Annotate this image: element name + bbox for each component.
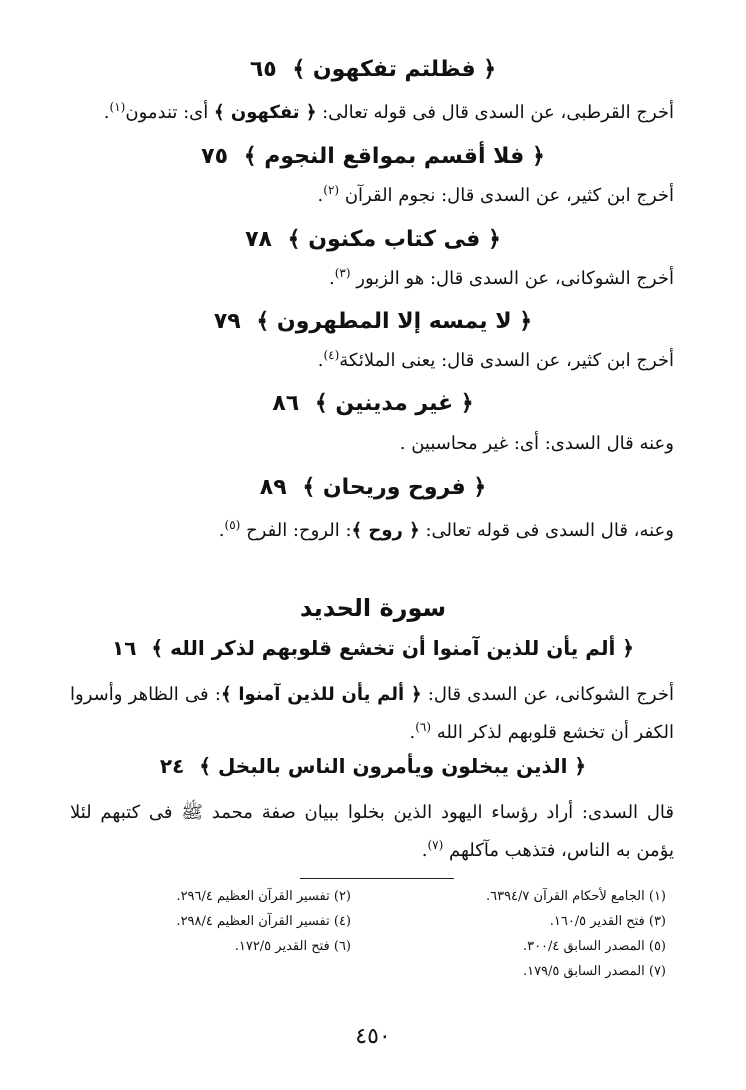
verse-text: ألم يأن للذين آمنوا أن تخشع قلوبهم لذكر الله [170,636,616,660]
commentary-paragraph: أخرج الشوكانى، عن السدى قال: ﴿ ألم يأن للذين آمنوا ﴾: فى الظاهر وأسروا الكفر أن تخشع قلوبهم لذكر الله $^{(٦)}$. [70,684,674,743]
verse-heading: ﴿ فلا أقسم بمواقع النجوم ﴾ ٧٥ [201,143,545,169]
commentary-line: أخرج ابن كثير، عن السدى قال: يعنى الملائكة$^{(٤)}$. [317,348,674,371]
verse-number: ٦٥ [249,57,277,82]
commentary-paragraph: قال السدى: أراد رؤساء اليهود الذين بخلوا ببيان صفة محمد ﷺ فى كتبهم لئلا يؤمن به الناس، فتذهب مآكلهم $^{(٧)}$. [70,802,675,861]
footnote-ref: (٧) [427,838,444,852]
footnote-ref: (٤) [323,348,340,362]
verse-text: فروح وريحان [322,475,466,500]
footnote: (٢) تفسير القرآن العظيم ٢٩٦/٤. [176,889,351,904]
footnote: (٥) المصدر السابق ٣٠٠/٤. [522,939,666,954]
footnote: (٦) فتح القدير ١٧٢/٥. [234,939,351,954]
footnote: (٣) فتح القدير ١٦٠/٥. [549,914,666,929]
verse-text: غير مدينين [335,391,454,416]
footnote-ref: (٦) [415,720,432,734]
commentary-line: أخرج القرطبى، عن السدى قال فى قوله تعالى: ﴿ تفكهون ﴾ أى: تندمون$^{(١)}$. [103,100,674,123]
verse-heading: ﴿ لا يمسه إلا المطهرون ﴾ ٧٩ [213,308,533,334]
commentary-line: وعنه، قال السدى فى قوله تعالى: ﴿ روح ﴾: الروح: الفرح $^{(٥)}$. [218,518,674,541]
footnote: (١) الجامع لأحكام القرآن ٦٣٩٤/٧. [485,889,666,904]
verse-heading: ﴿ الذين يبخلون ويأمرون الناس بالبخل ﴾ ٢٤ [159,754,587,778]
footnotes [66,886,666,982]
commentary-line: أخرج ابن كثير، عن السدى قال: نجوم القرآن $^{(٢)}$. [317,183,674,206]
verse-heading: ﴿ فروح وريحان ﴾ ٨٩ [259,474,487,500]
footnote-ref: (٥) [224,518,241,532]
quoted-term: روح [368,520,403,541]
verse-heading: ﴿ فظلتم تفكهون ﴾ ٦٥ [249,56,497,82]
verse-number: ٧٩ [213,309,241,334]
footnote-ref: (٢) [323,183,340,197]
verse-text: لا يمسه إلا المطهرون [276,309,512,334]
footnote: (٤) تفسير القرآن العظيم ٢٩٨/٤. [176,914,351,929]
footnote-ref: (١) [109,100,126,114]
verse-text: فى كتاب مكنون [308,227,481,252]
footnote-ref: (٣) [334,266,351,280]
verse-number: ٢٤ [159,754,185,778]
verse-number: ١٦ [112,636,137,660]
commentary-line: أخرج الشوكانى، عن السدى قال: هو الزبور $^{(٣)}$. [329,266,674,289]
verse-heading: ﴿ ألم يأن للذين آمنوا أن تخشع قلوبهم لذكر الله ﴾ ١٦ [112,636,634,660]
verse-heading: ﴿ غير مدينين ﴾ ٨٦ [272,390,474,416]
verse-text: فلا أقسم بمواقع النجوم [264,144,525,169]
surah-title: سورة الحديد [299,594,447,622]
verse-heading: ﴿ فى كتاب مكنون ﴾ ٧٨ [245,226,501,252]
verse-text: فظلتم تفكهون [312,57,476,82]
footnote-divider [300,878,454,879]
quoted-term: تفكهون [230,102,300,123]
verse-number: ٧٨ [245,227,272,252]
verse-number: ٨٩ [259,475,287,500]
quoted-term: ألم يأن للذين آمنوا [238,684,405,705]
commentary-line: وعنه قال السدى: أى: غير محاسبين . [399,433,674,454]
page-number: ٤٥٠ [355,1024,391,1049]
verse-number: ٨٦ [272,391,300,416]
verse-number: ٧٥ [201,144,229,169]
footnote: (٧) المصدر السابق ١٧٩/٥. [522,964,666,979]
verse-text: الذين يبخلون ويأمرون الناس بالبخل [217,754,568,778]
